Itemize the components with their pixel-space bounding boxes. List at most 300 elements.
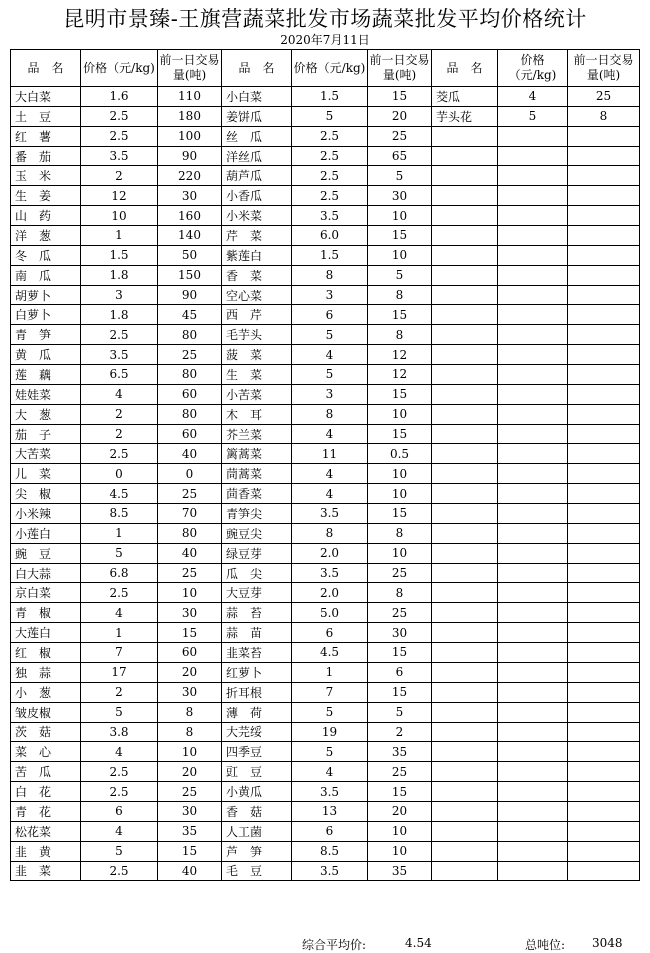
price-value: 4 [498,87,568,107]
volume-value: 220 [158,166,222,186]
volume-value: 35 [368,742,432,762]
volume-value: 20 [158,762,222,782]
vegetable-name: 黄 瓜 [11,345,81,365]
vegetable-name: 芥兰菜 [222,424,292,444]
vegetable-name [432,305,498,325]
price-value: 5 [292,702,368,722]
volume-value [568,583,640,603]
price-value [498,146,568,166]
volume-value: 90 [158,285,222,305]
header-price: 价格（元/kg) [498,50,568,87]
vegetable-name: 大 葱 [11,404,81,424]
price-value [498,186,568,206]
vegetable-name [432,345,498,365]
table-row [11,424,640,444]
price-value: 12 [81,186,158,206]
price-value: 1 [81,523,158,543]
vegetable-name: 小 葱 [11,682,81,702]
vegetable-name: 芦 笋 [222,841,292,861]
volume-value [568,325,640,345]
price-value: 1.8 [81,265,158,285]
vegetable-name [432,444,498,464]
volume-value: 5 [368,702,432,722]
vegetable-name: 大苦菜 [11,444,81,464]
table-row [11,702,640,722]
vegetable-name: 人工菌 [222,821,292,841]
table-row [11,166,640,186]
price-value: 1 [292,662,368,682]
price-value [498,603,568,623]
volume-value: 20 [368,801,432,821]
price-value [498,523,568,543]
volume-value: 10 [158,742,222,762]
price-value: 4 [81,603,158,623]
price-value: 4.5 [81,484,158,504]
volume-value: 15 [368,305,432,325]
volume-value: 12 [368,345,432,365]
price-value: 8 [292,404,368,424]
volume-value [568,861,640,881]
table-row [11,583,640,603]
price-value: 8.5 [292,841,368,861]
table-row [11,464,640,484]
volume-value: 80 [158,325,222,345]
volume-value [568,682,640,702]
vegetable-name: 红 椒 [11,643,81,663]
vegetable-name: 丝 瓜 [222,126,292,146]
vegetable-name [432,265,498,285]
volume-value [568,285,640,305]
price-value: 6 [292,623,368,643]
header-name: 品 名 [222,50,292,87]
volume-value [568,603,640,623]
table-row [11,543,640,563]
table-row [11,742,640,762]
volume-value: 8 [158,702,222,722]
price-value: 3.5 [292,206,368,226]
table-row [11,603,640,623]
vegetable-name: 苦 瓜 [11,762,81,782]
volume-value: 150 [158,265,222,285]
vegetable-name: 洋丝瓜 [222,146,292,166]
volume-value [568,166,640,186]
vegetable-name [432,484,498,504]
vegetable-name: 尖 椒 [11,484,81,504]
volume-value [568,623,640,643]
volume-value [568,662,640,682]
table-row [11,762,640,782]
volume-value: 15 [368,782,432,802]
price-value: 7 [292,682,368,702]
vegetable-name: 小苦菜 [222,384,292,404]
volume-value: 25 [158,484,222,504]
table-row [11,345,640,365]
table-row [11,643,640,663]
vegetable-name: 毛 豆 [222,861,292,881]
vegetable-name: 独 蒜 [11,662,81,682]
vegetable-name: 生 姜 [11,186,81,206]
volume-value: 15 [158,623,222,643]
vegetable-name [432,623,498,643]
header-price: 价格（元/kg) [81,50,158,87]
price-value [498,841,568,861]
vegetable-name: 豇 豆 [222,762,292,782]
price-value: 5 [292,365,368,385]
vegetable-name [432,126,498,146]
price-value [498,543,568,563]
table-row [11,206,640,226]
volume-value: 30 [158,603,222,623]
vegetable-name: 松花菜 [11,821,81,841]
price-value: 4.5 [292,643,368,663]
vegetable-name: 京白菜 [11,583,81,603]
volume-value: 10 [368,543,432,563]
table-row [11,682,640,702]
volume-value: 25 [368,762,432,782]
vegetable-name: 青 椒 [11,603,81,623]
price-value: 2.5 [292,146,368,166]
vegetable-name: 芹 菜 [222,226,292,246]
price-value [498,206,568,226]
price-value: 3.5 [292,504,368,524]
volume-value: 15 [368,424,432,444]
vegetable-name: 韭 菜 [11,861,81,881]
volume-value: 20 [368,106,432,126]
vegetable-name: 葫芦瓜 [222,166,292,186]
price-value [498,662,568,682]
price-value [498,384,568,404]
volume-value [568,504,640,524]
table-row [11,365,640,385]
volume-value [568,543,640,563]
table-row [11,722,640,742]
vegetable-name [432,146,498,166]
volume-value [568,523,640,543]
volume-value [568,484,640,504]
vegetable-name: 篱蒿菜 [222,444,292,464]
volume-value: 25 [368,603,432,623]
volume-value: 20 [158,662,222,682]
vegetable-name [432,603,498,623]
price-value: 2.5 [81,583,158,603]
volume-value: 90 [158,146,222,166]
price-table [10,49,640,881]
volume-value [568,702,640,722]
vegetable-name: 折耳根 [222,682,292,702]
header-name: 品 名 [432,50,498,87]
price-value: 4 [292,424,368,444]
volume-value [568,782,640,802]
table-row [11,186,640,206]
volume-value: 10 [368,245,432,265]
price-value: 5 [81,543,158,563]
volume-value: 30 [158,682,222,702]
vegetable-name: 儿 菜 [11,464,81,484]
volume-value [568,365,640,385]
table-row [11,662,640,682]
price-value [498,325,568,345]
vegetable-name: 紫莲白 [222,245,292,265]
volume-value: 80 [158,365,222,385]
volume-value: 25 [368,563,432,583]
price-value: 3.5 [81,345,158,365]
volume-value: 10 [368,484,432,504]
vegetable-name [432,702,498,722]
vegetable-name [432,543,498,563]
volume-value [568,265,640,285]
vegetable-name: 香 菜 [222,265,292,285]
price-value: 2 [81,404,158,424]
volume-value [568,762,640,782]
price-value: 6 [292,821,368,841]
price-value: 17 [81,662,158,682]
volume-value: 15 [368,643,432,663]
vegetable-name: 小米辣 [11,504,81,524]
price-value: 1.5 [292,245,368,265]
price-value: 2.0 [292,583,368,603]
price-value: 6.0 [292,226,368,246]
volume-value [568,643,640,663]
total-tonnage-label: 总吨位: [525,938,566,952]
average-price-label: 综合平均价: [302,938,367,952]
price-value [498,623,568,643]
vegetable-name [432,682,498,702]
volume-value [568,444,640,464]
vegetable-name: 毛芋头 [222,325,292,345]
volume-value: 30 [158,801,222,821]
vegetable-name [432,504,498,524]
price-value [498,762,568,782]
volume-value: 50 [158,245,222,265]
table-row [11,623,640,643]
vegetable-name: 生 菜 [222,365,292,385]
vegetable-name [432,325,498,345]
header-volume: 前一日交易量(吨) [568,50,640,87]
price-value [498,801,568,821]
vegetable-name [432,801,498,821]
average-price-value: 4.54 [405,936,432,950]
vegetable-name: 绿豆芽 [222,543,292,563]
vegetable-name [432,821,498,841]
price-value: 2.5 [292,186,368,206]
volume-value: 40 [158,444,222,464]
price-value: 5 [292,742,368,762]
volume-value: 8 [568,106,640,126]
page-title: 昆明市景臻-王旗营蔬菜批发市场蔬菜批发平均价格统计 [63,7,587,31]
table-row [11,444,640,464]
price-value: 2 [81,166,158,186]
vegetable-name [432,563,498,583]
price-value [498,424,568,444]
price-value: 3 [81,285,158,305]
vegetable-name: 大豆芽 [222,583,292,603]
vegetable-name: 韭 黄 [11,841,81,861]
header-volume: 前一日交易量(吨) [158,50,222,87]
vegetable-name: 土 豆 [11,106,81,126]
vegetable-name: 南 瓜 [11,265,81,285]
price-value [498,563,568,583]
table-row [11,841,640,861]
price-value [498,166,568,186]
volume-value: 0 [158,464,222,484]
vegetable-name [432,861,498,881]
price-value: 2.5 [81,325,158,345]
vegetable-name: 大芫绥 [222,722,292,742]
price-value: 13 [292,801,368,821]
price-value: 3 [292,384,368,404]
volume-value: 15 [368,504,432,524]
price-value: 4 [292,464,368,484]
volume-value: 60 [158,643,222,663]
vegetable-name [432,762,498,782]
volume-value: 10 [368,464,432,484]
volume-value: 15 [368,226,432,246]
price-value: 5 [292,325,368,345]
price-value: 3 [292,285,368,305]
price-value [498,702,568,722]
volume-value: 25 [158,563,222,583]
table-row [11,484,640,504]
table-row [11,146,640,166]
table-row [11,801,640,821]
price-value [498,821,568,841]
vegetable-name: 青笋尖 [222,504,292,524]
vegetable-name: 姜饼瓜 [222,106,292,126]
price-value: 5 [81,702,158,722]
price-value [498,285,568,305]
vegetable-name: 小香瓜 [222,186,292,206]
table-header-row [11,50,640,87]
price-value: 1.6 [81,87,158,107]
volume-value [568,821,640,841]
table-row [11,265,640,285]
vegetable-name: 白大蒜 [11,563,81,583]
vegetable-name: 茨 菇 [11,722,81,742]
table-row [11,87,640,107]
report-date: 2020年7月11日 [280,33,370,47]
volume-value: 8 [368,325,432,345]
price-value [498,305,568,325]
header-volume: 前一日交易量(吨) [368,50,432,87]
price-value: 3.5 [292,563,368,583]
volume-value [568,305,640,325]
volume-value: 25 [368,126,432,146]
volume-value [568,424,640,444]
price-value: 2.5 [81,762,158,782]
price-value: 19 [292,722,368,742]
vegetable-name: 空心菜 [222,285,292,305]
vegetable-name: 茭瓜 [432,87,498,107]
price-value: 2.5 [81,861,158,881]
volume-value [568,404,640,424]
total-tonnage-value: 3048 [592,936,623,950]
price-value: 0 [81,464,158,484]
vegetable-name [432,186,498,206]
volume-value: 5 [368,265,432,285]
volume-value [568,841,640,861]
price-value: 7 [81,643,158,663]
vegetable-name: 菠 菜 [222,345,292,365]
vegetable-name: 山 药 [11,206,81,226]
volume-value: 45 [158,305,222,325]
volume-value [568,563,640,583]
table-row [11,404,640,424]
price-value: 2.5 [81,126,158,146]
volume-value: 180 [158,106,222,126]
price-value [498,742,568,762]
vegetable-name: 青 花 [11,801,81,821]
vegetable-name: 红 薯 [11,126,81,146]
volume-value: 12 [368,365,432,385]
vegetable-name: 玉 米 [11,166,81,186]
volume-value [568,384,640,404]
vegetable-name: 蒜 苗 [222,623,292,643]
vegetable-name: 莲 藕 [11,365,81,385]
volume-value [568,345,640,365]
table-row [11,782,640,802]
price-value: 6 [292,305,368,325]
price-value: 6.5 [81,365,158,385]
price-value: 4 [81,384,158,404]
volume-value: 2 [368,722,432,742]
vegetable-name [432,206,498,226]
vegetable-name [432,464,498,484]
price-value [498,484,568,504]
volume-value [568,186,640,206]
price-value: 5 [498,106,568,126]
volume-value [568,146,640,166]
vegetable-name [432,583,498,603]
table-row [11,861,640,881]
volume-value: 8 [368,583,432,603]
price-value [498,583,568,603]
price-value: 2 [81,424,158,444]
volume-value: 40 [158,543,222,563]
volume-value [568,245,640,265]
price-value: 1.5 [81,245,158,265]
vegetable-name: 皱皮椒 [11,702,81,722]
vegetable-name [432,523,498,543]
price-value: 2.5 [81,782,158,802]
volume-value: 8 [158,722,222,742]
vegetable-name [432,742,498,762]
price-value: 3.5 [292,861,368,881]
price-value: 2 [81,682,158,702]
volume-value: 15 [368,384,432,404]
price-value [498,782,568,802]
vegetable-name [432,722,498,742]
price-value [498,722,568,742]
volume-value: 30 [368,623,432,643]
vegetable-name: 蒜 苔 [222,603,292,623]
volume-value: 35 [158,821,222,841]
vegetable-name: 四季豆 [222,742,292,762]
volume-value: 40 [158,861,222,881]
vegetable-name: 茄 子 [11,424,81,444]
price-value: 1 [81,623,158,643]
volume-value: 30 [368,186,432,206]
vegetable-name: 白萝卜 [11,305,81,325]
price-value: 3.8 [81,722,158,742]
volume-value [568,464,640,484]
volume-value: 80 [158,404,222,424]
volume-value: 65 [368,146,432,166]
vegetable-name: 番 茄 [11,146,81,166]
price-value [498,504,568,524]
volume-value: 35 [368,861,432,881]
table-row [11,325,640,345]
volume-value: 70 [158,504,222,524]
